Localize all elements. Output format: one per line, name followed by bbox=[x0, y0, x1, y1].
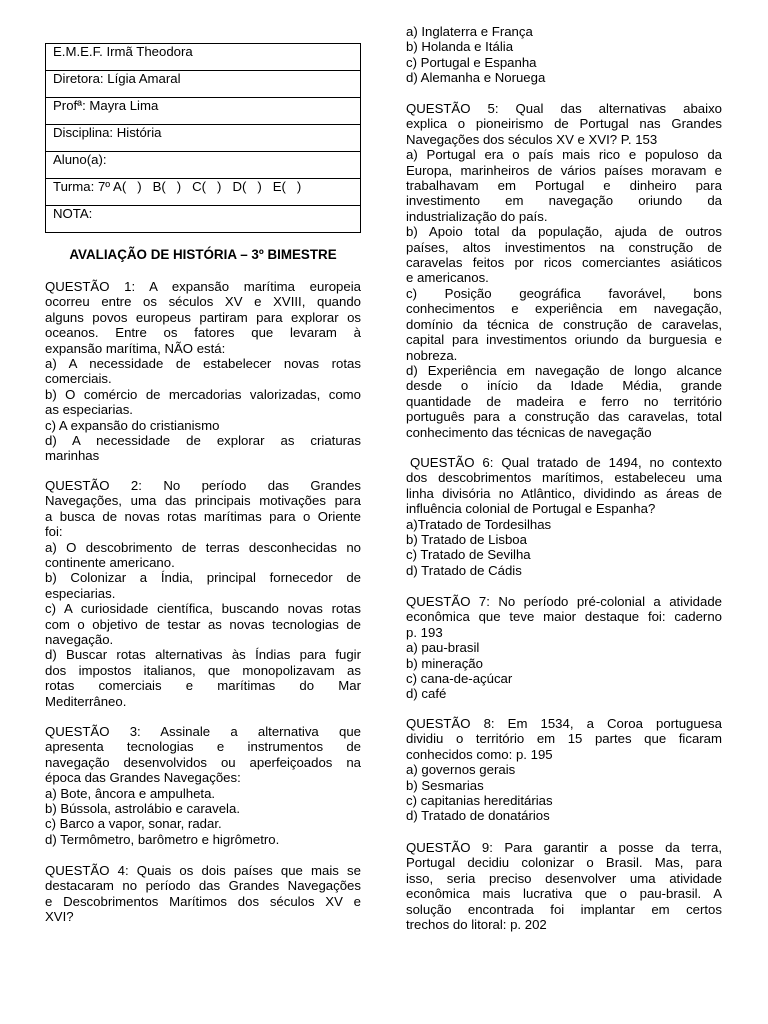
option-a-cont: Europa, marinheiros de vários países moravam e bbox=[406, 162, 722, 178]
option-d: d) Alemanha e Noruega bbox=[406, 70, 546, 86]
teacher-name: Profª: Mayra Lima bbox=[46, 98, 361, 125]
question-text: isso, seria preciso desenvolver uma atividade bbox=[406, 870, 722, 886]
question-text: ocorreu entre os séculos XV e XVIII, quando bbox=[45, 294, 361, 310]
option-d-cont: Mediterrâneo. bbox=[45, 693, 127, 709]
school-name: E.M.E.F. Irmã Theodora bbox=[46, 44, 361, 71]
option-c-cont: domínio da técnica de construção de caravelas, bbox=[406, 316, 722, 332]
grade-field: NOTA: bbox=[46, 206, 361, 233]
option-b: b) Colonizar a Índia, principal fornecedor de bbox=[45, 570, 361, 586]
option-c-cont: nobreza. bbox=[406, 347, 458, 363]
question-text: QUESTÃO 6: Qual tratado de 1494, no contexto bbox=[410, 455, 722, 470]
option-b: b) Tratado de Lisboa bbox=[406, 532, 527, 548]
question-text: época das Grandes Navegações: bbox=[45, 770, 241, 786]
option-b: b) O comércio de mercadorias valorizadas, como bbox=[45, 386, 361, 402]
question-1 bbox=[45, 279, 361, 464]
question-text: dividiu o território em 15 partes que ficaram bbox=[406, 731, 722, 747]
option-d: d) Tratado de donatários bbox=[406, 808, 550, 824]
option-d-cont: quantidade de madeira e ferro no território bbox=[406, 393, 722, 409]
option-d-cont: desde o início da Idade Média, grande bbox=[406, 378, 722, 394]
option-a-cont: comerciais. bbox=[45, 371, 112, 387]
question-2 bbox=[45, 478, 361, 709]
option-c-cont: navegação. bbox=[45, 632, 114, 648]
question-text: solução encontrada foi implantar em certos bbox=[406, 901, 722, 917]
option-b: b) Bússola, astrolábio e caravela. bbox=[45, 801, 240, 817]
question-text: influência colonial de Portugal e Espanha? bbox=[406, 501, 656, 517]
question-text: QUESTÃO 4: Quais os dois países que mais se bbox=[45, 863, 361, 878]
option-b: b) Sesmarias bbox=[406, 777, 484, 793]
question-text: QUESTÃO 2: No período das Grandes bbox=[45, 478, 361, 493]
option-d: d) Termômetro, barômetro e higrômetro. bbox=[45, 831, 280, 847]
question-text: econômica que teve maior destaque foi: caderno bbox=[406, 609, 722, 625]
question-text: explica o pioneirismo de Portugal nas Grandes bbox=[406, 116, 722, 132]
option-d-cont: rotas comerciais e marítimas do Mar bbox=[45, 678, 361, 694]
header-table bbox=[45, 43, 361, 233]
question-text: QUESTÃO 9: Para garantir a posse da terra, bbox=[406, 840, 722, 855]
option-a: a) O descobrimento de terras desconhecidas no bbox=[45, 539, 361, 555]
option-b-cont: especiarias. bbox=[45, 585, 116, 601]
question-text: alguns povos europeus partiram para explorar os bbox=[45, 309, 361, 325]
question-text: dos descobrimentos marítimos, estabeleceu uma bbox=[406, 470, 722, 486]
question-text: linha divisória no Atlântico, dividindo as áreas de bbox=[406, 485, 722, 501]
director-name: Diretora: Lígia Amaral bbox=[46, 71, 361, 98]
question-text: oceanos. Entre os fatores que levaram à bbox=[45, 325, 361, 341]
question-text: trechos do litoral: p. 202 bbox=[406, 917, 547, 933]
question-text: Navegações, uma das principais motivações para bbox=[45, 493, 361, 509]
question-text: QUESTÃO 8: Em 1534, a Coroa portuguesa bbox=[406, 716, 722, 731]
option-d-cont: português para a construção das caravelas, total bbox=[406, 409, 722, 425]
page-title: AVALIAÇÃO DE HISTÓRIA – 3º BIMESTRE bbox=[69, 247, 337, 262]
question-text: QUESTÃO 1: A expansão marítima europeia bbox=[45, 279, 361, 294]
question-text: XVI? bbox=[45, 909, 74, 925]
option-b-cont: países, altos investimentos na construção de bbox=[406, 239, 722, 255]
option-a-cont: continente americano. bbox=[45, 555, 175, 571]
option-d: d) Buscar rotas alternativas às Índias para fugir bbox=[45, 647, 361, 663]
option-c-cont: capital para investimentos oriundo da burguesia e bbox=[406, 332, 722, 348]
subject-name: Disciplina: História bbox=[46, 125, 361, 152]
option-a: a) Inglaterra e França bbox=[406, 24, 533, 39]
question-text: QUESTÃO 3: Assinale a alternativa que bbox=[45, 724, 361, 739]
question-text: QUESTÃO 5: Qual das alternativas abaixo bbox=[406, 101, 722, 116]
option-b-cont: e americanos. bbox=[406, 270, 489, 286]
option-c: c) Tratado de Sevilha bbox=[406, 547, 531, 563]
question-text: p. 193 bbox=[406, 624, 443, 640]
option-c: c) capitanias hereditárias bbox=[406, 793, 553, 809]
option-c: c) A curiosidade científica, buscando novas rotas bbox=[45, 601, 361, 617]
question-9 bbox=[406, 840, 722, 932]
option-d-cont: marinhas bbox=[45, 448, 100, 464]
option-c: c) Posição geográfica favorável, bons bbox=[406, 285, 722, 301]
class-field[interactable]: Turma: 7º A( ) B( ) C( ) D( ) E( ) bbox=[46, 179, 361, 206]
option-b: b) mineração bbox=[406, 655, 483, 671]
option-d-cont: dos impostos italianos, que monopolizavam as bbox=[45, 662, 361, 678]
option-b: b) Holanda e Itália bbox=[406, 39, 514, 55]
option-a-cont: industrialização do país. bbox=[406, 208, 548, 224]
question-text: conhecidos como: p. 195 bbox=[406, 746, 553, 762]
question-text: e Descobrimentos Marítimos dos séculos XV e bbox=[45, 893, 361, 909]
question-text: Navegações dos séculos XV e XVI? P. 153 bbox=[406, 131, 658, 147]
option-c: c) Barco a vapor, sonar, radar. bbox=[45, 816, 222, 832]
option-d: d) Tratado de Cádis bbox=[406, 562, 522, 578]
option-c-cont: com o objetivo de testar as novas tecnologias de bbox=[45, 616, 361, 632]
option-b-cont: as especiarias. bbox=[45, 402, 133, 418]
question-text: Portugal decidiu colonizar o Brasil. Mas, para bbox=[406, 855, 722, 871]
option-a: a) Portugal era o país mais rico e populoso da bbox=[406, 147, 722, 163]
question-text: expansão marítima, NÃO está: bbox=[45, 340, 226, 356]
option-a: a) governos gerais bbox=[406, 762, 516, 778]
question-7 bbox=[406, 594, 722, 702]
question-text: apresenta tecnologias e instrumentos de bbox=[45, 739, 361, 755]
option-c-cont: conhecimentos e experiência em navegação, bbox=[406, 301, 722, 317]
option-d-cont: conhecimento das técnicas de navegação bbox=[406, 424, 652, 440]
question-4-options bbox=[406, 24, 722, 86]
option-d: d) café bbox=[406, 686, 447, 702]
option-a: a)Tratado de Tordesilhas bbox=[406, 516, 552, 532]
option-a: a) A necessidade de estabelecer novas rotas bbox=[45, 356, 361, 372]
question-5 bbox=[406, 101, 722, 440]
option-c: c) Portugal e Espanha bbox=[406, 54, 537, 70]
question-text: QUESTÃO 7: No período pré-colonial a atividade bbox=[406, 594, 722, 609]
option-d: d) A necessidade de explorar as criaturas bbox=[45, 433, 361, 449]
option-a: a) Bote, âncora e ampulheta. bbox=[45, 785, 216, 801]
question-3 bbox=[45, 724, 361, 847]
option-a: a) pau-brasil bbox=[406, 640, 480, 656]
question-8 bbox=[406, 716, 722, 824]
question-text: a busca de novas rotas marítimas para o Oriente bbox=[45, 508, 361, 524]
question-text: econômica mais lucrativa que o pau-brasil. A bbox=[406, 886, 722, 902]
option-a-cont: trabalhavam em Portugal e dinheiro para bbox=[406, 178, 722, 194]
question-text: destacaram no período das Grandes Navegações bbox=[45, 878, 361, 894]
option-c: c) cana-de-açúcar bbox=[406, 671, 513, 687]
student-field[interactable]: Aluno(a): bbox=[46, 152, 361, 179]
question-text: navegação desenvolvidos ou aperfeiçoados na bbox=[45, 754, 361, 770]
option-b: b) Apoio total da população, ajuda de outros bbox=[406, 224, 722, 240]
option-b-cont: caravelas feitos por ricos comerciantes asiáticos bbox=[406, 255, 722, 271]
question-text: foi: bbox=[45, 524, 63, 540]
question-6 bbox=[406, 455, 722, 578]
question-4 bbox=[45, 863, 361, 925]
option-a-cont: investimento em navegação oriundo da bbox=[406, 193, 722, 209]
option-c: c) A expansão do cristianismo bbox=[45, 417, 220, 433]
option-d: d) Experiência em navegação de longo alcance bbox=[406, 362, 722, 378]
